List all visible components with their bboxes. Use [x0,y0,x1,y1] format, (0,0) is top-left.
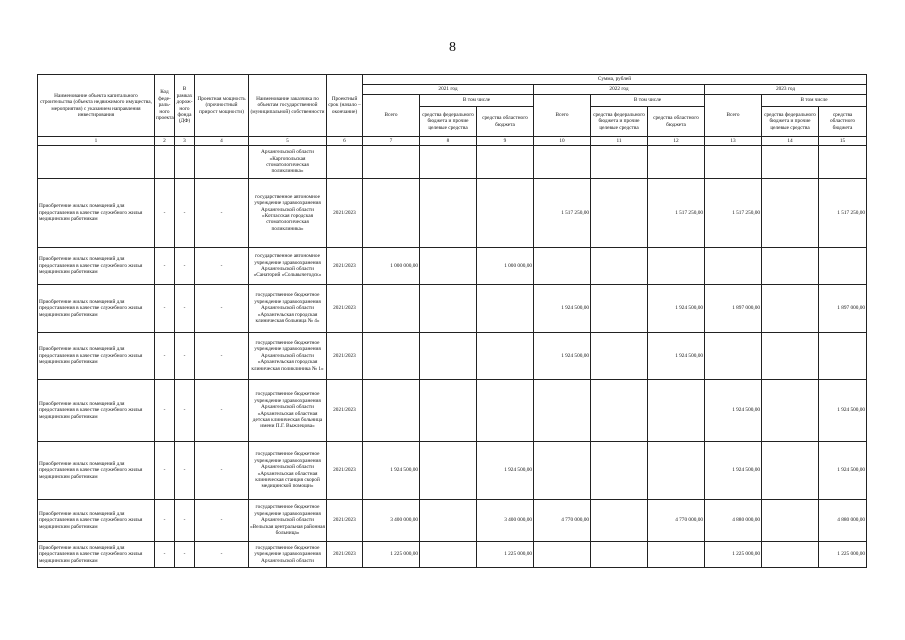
header-federal-2023: средства федерального бюджета и прочие целевые средства [762,107,819,137]
row-term: 2021/2023 [327,248,363,285]
column-numbers-row [38,137,867,146]
row-term: 2021/2023 [327,179,363,248]
row-name: Приобретение жилых помещений для предоставления в качестве служебного жилья медицинским работникам [38,542,155,568]
row-name [38,146,155,179]
row-name: Приобретение жилых помещений для предоставления в качестве служебного жилья медицинским работникам [38,285,155,333]
row-amount [819,248,867,285]
row-customer: государственное бюджетное учреждение здравоохранения Архангельской области [249,542,327,568]
header-code: Код феде-раль-ного проекта [155,75,175,137]
row-fund: - [175,248,195,285]
row-amount [762,442,819,500]
row-amount [420,500,477,542]
row-amount: 4 880 000,00 [705,500,762,542]
header-term: Проектный срок (начало – окончание) [327,75,363,137]
col-number: 2 [155,137,175,146]
header-incl-2021: В том числе [420,95,534,107]
row-name: Приобретение жилых помещений для предоставления в качестве служебного жилья медицинским работникам [38,179,155,248]
row-amount [363,380,420,442]
table-row [38,442,867,500]
header-incl-2022: В том числе [591,95,705,107]
row-amount [363,146,420,179]
row-amount: 4 770 000,00 [648,500,705,542]
row-term: 2021/2023 [327,333,363,380]
row-amount [534,542,591,568]
row-amount: 1 924 500,00 [819,442,867,500]
row-name: Приобретение жилых помещений для предоставления в качестве служебного жилья медицинским работникам [38,500,155,542]
row-code: - [155,285,175,333]
row-amount: 1 924 500,00 [705,380,762,442]
row-code: - [155,248,175,285]
row-customer: государственное бюджетное учреждение здравоохранения Архангельской области «Вельская центральная районная больница» [249,500,327,542]
header-regional-2021: средства областного бюджета [477,107,534,137]
col-number: 5 [249,137,327,146]
col-number: 4 [195,137,249,146]
row-code: - [155,380,175,442]
row-amount: 1 517 250,00 [648,179,705,248]
row-term: 2021/2023 [327,442,363,500]
row-amount [762,179,819,248]
row-amount [477,380,534,442]
row-amount [534,442,591,500]
row-amount [591,500,648,542]
row-amount [420,333,477,380]
row-amount [591,333,648,380]
row-amount: 1 924 500,00 [534,285,591,333]
row-amount: 1 897 000,00 [819,285,867,333]
row-amount: 4 880 000,00 [819,500,867,542]
col-number: 6 [327,137,363,146]
row-amount: 1 225 000,00 [477,542,534,568]
row-term: 2021/2023 [327,542,363,568]
row-amount: 3 400 000,00 [477,500,534,542]
row-customer: государственное бюджетное учреждение здравоохранения Архангельской области «Архангельская городская клиническая поликлиника № 1» [249,333,327,380]
header-incl-2023: В том числе [762,95,867,107]
row-capacity: - [195,179,249,248]
row-term: 2021/2023 [327,500,363,542]
table-body [38,146,867,568]
row-amount: 1 924 500,00 [648,333,705,380]
row-amount [591,248,648,285]
row-code: - [155,500,175,542]
row-amount: 3 400 000,00 [363,500,420,542]
row-name: Приобретение жилых помещений для предоставления в качестве служебного жилья медицинским работникам [38,248,155,285]
row-amount [591,442,648,500]
row-amount: 1 924 500,00 [819,380,867,442]
row-amount [363,285,420,333]
row-amount [591,179,648,248]
table-header [38,75,867,146]
row-fund: - [175,442,195,500]
row-fund: - [175,542,195,568]
row-amount [420,380,477,442]
row-amount: 1 000 000,00 [363,248,420,285]
row-amount: 1 924 500,00 [705,442,762,500]
row-amount: 1 517 250,00 [705,179,762,248]
header-total-2022: Всего [534,95,591,137]
header-customer: Наименование заказчика по объектам государственной (муниципальной) собственности [249,75,327,137]
row-customer: государственное бюджетное учреждение здравоохранения Архангельской области «Архангельская областная клиническая станция скорой медицинской помощи» [249,442,327,500]
row-amount: 1 225 000,00 [363,542,420,568]
col-number: 3 [175,137,195,146]
row-amount [762,380,819,442]
header-total-2021: Всего [363,95,420,137]
row-amount [705,248,762,285]
row-code: - [155,333,175,380]
row-capacity: - [195,333,249,380]
row-customer: Архангельской области «Каргопольская стоматологическая поликлиника» [249,146,327,179]
row-amount: 1 225 000,00 [819,542,867,568]
row-fund: - [175,380,195,442]
row-amount [477,146,534,179]
row-customer: государственное автономное учреждение здравоохранения Архангельской области «Котласская городская стоматологическая поликлиника» [249,179,327,248]
row-amount [477,179,534,248]
header-year-2022: 2022 год [534,85,705,95]
table-row [38,146,867,179]
row-capacity [195,146,249,179]
table-row [38,500,867,542]
row-amount: 1 000 000,00 [477,248,534,285]
header-name: Наименование объекта капитального строительства (объекта недвижимого имущества, мероприятия) с указанием направления инвестирования [38,75,155,137]
row-amount [762,542,819,568]
row-amount [420,542,477,568]
row-code: - [155,179,175,248]
row-amount: 1 897 000,00 [705,285,762,333]
row-amount [591,146,648,179]
header-sum: Сумма, рублей [363,75,867,85]
row-amount [762,146,819,179]
row-capacity: - [195,442,249,500]
row-amount [705,146,762,179]
header-federal-2022: средства федерального бюджета и прочие целевые средства [591,107,648,137]
col-number: 10 [534,137,591,146]
row-code [155,146,175,179]
row-amount [591,380,648,442]
row-fund: - [175,500,195,542]
row-amount [591,542,648,568]
row-capacity: - [195,500,249,542]
row-amount [477,333,534,380]
row-amount [420,146,477,179]
row-name: Приобретение жилых помещений для предоставления в качестве служебного жилья медицинским работникам [38,380,155,442]
row-amount: 4 770 000,00 [534,500,591,542]
header-capacity: Проектная мощность (прочностный прирост мощности) [195,75,249,137]
row-capacity: - [195,248,249,285]
row-code: - [155,542,175,568]
col-number: 8 [420,137,477,146]
row-term: 2021/2023 [327,285,363,333]
row-amount [762,248,819,285]
row-amount [705,333,762,380]
page-number: 8 [449,40,456,55]
row-customer: государственное автономное учреждение здравоохранения Архангельской области «Санаторий «Сольвычегодск» [249,248,327,285]
row-amount [363,179,420,248]
row-amount [420,248,477,285]
row-amount [363,333,420,380]
row-amount [534,146,591,179]
col-number: 9 [477,137,534,146]
header-regional-2022: средства областного бюджета [648,107,705,137]
investment-table [37,74,867,568]
row-amount [420,179,477,248]
row-amount [648,146,705,179]
table-row [38,542,867,568]
row-amount [591,285,648,333]
row-name: Приобретение жилых помещений для предоставления в качестве служебного жилья медицинским работникам [38,333,155,380]
row-code: - [155,442,175,500]
table-row [38,179,867,248]
col-number: 14 [762,137,819,146]
row-fund: - [175,333,195,380]
header-year-2023: 2023 год [705,85,867,95]
row-amount: 1 924 500,00 [648,285,705,333]
table-row [38,285,867,333]
row-amount [762,333,819,380]
header-regional-2023: средства областного бюджета [819,107,867,137]
row-amount [819,333,867,380]
header-year-2021: 2021 год [363,85,534,95]
col-number: 13 [705,137,762,146]
row-capacity: - [195,542,249,568]
row-amount [534,380,591,442]
row-fund: - [175,285,195,333]
row-capacity: - [195,285,249,333]
col-number: 11 [591,137,648,146]
col-number: 12 [648,137,705,146]
row-amount: 1 225 000,00 [705,542,762,568]
header-total-2023: Всего [705,95,762,137]
col-number: 15 [819,137,867,146]
row-fund: - [175,179,195,248]
row-customer: государственное бюджетное учреждение здравоохранения Архангельской области «Архангельская городская клиническая больница № 4» [249,285,327,333]
row-amount: 1 924 500,00 [477,442,534,500]
col-number: 1 [38,137,155,146]
row-amount [477,285,534,333]
row-amount [648,248,705,285]
row-amount [420,442,477,500]
row-customer: государственное бюджетное учреждение здравоохранения Архангельской области «Архангельская областная детская клиническая больница имени П.Г. Выжлецова» [249,380,327,442]
table-row [38,380,867,442]
row-fund [175,146,195,179]
row-amount: 1 924 500,00 [363,442,420,500]
row-amount: 1 517 250,00 [534,179,591,248]
row-amount [420,285,477,333]
header-federal-2021: средства федерального бюджета и прочие целевые средства [420,107,477,137]
row-amount [534,248,591,285]
row-amount: 1 517 250,00 [819,179,867,248]
row-amount [762,500,819,542]
row-amount [819,146,867,179]
row-amount: 1 924 500,00 [534,333,591,380]
table-row [38,248,867,285]
row-amount [648,542,705,568]
row-term: 2021/2023 [327,380,363,442]
row-amount [648,380,705,442]
col-number: 7 [363,137,420,146]
row-amount [648,442,705,500]
row-capacity: - [195,380,249,442]
row-name: Приобретение жилых помещений для предоставления в качестве служебного жилья медицинским работникам [38,442,155,500]
row-term [327,146,363,179]
table-row [38,333,867,380]
row-amount [762,285,819,333]
header-fund: В рамках дорож-ного фонда (ДФ) [175,75,195,137]
